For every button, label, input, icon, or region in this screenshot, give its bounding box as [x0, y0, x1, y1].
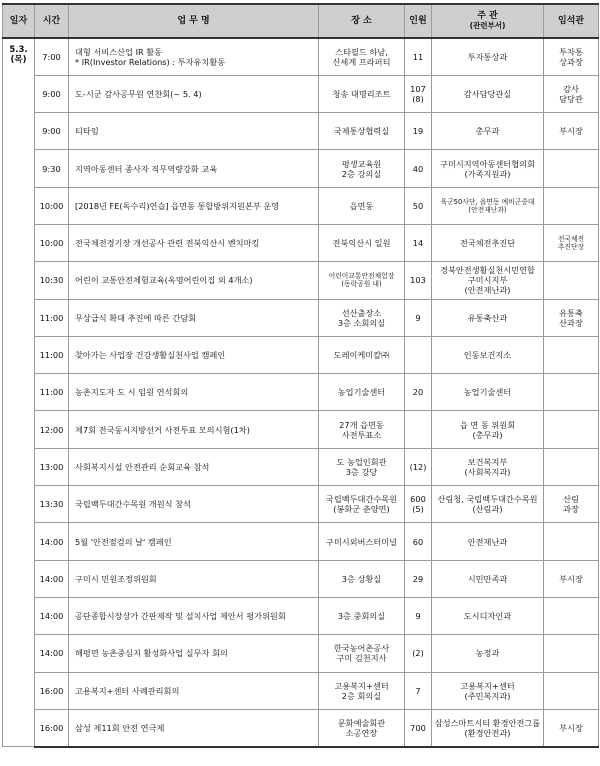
- place-cell-line: 전북익산시 일원: [332, 238, 391, 249]
- people-cell: [405, 486, 432, 523]
- schedule-body: [3, 38, 599, 747]
- attendee-cell: [544, 597, 599, 634]
- place-cell-line: 구미 김천지사: [336, 653, 387, 664]
- attendee-cell-line: 상과장: [559, 56, 583, 67]
- task-cell-line: 농촌지도자 도 시 임원 연석회의: [75, 387, 189, 398]
- place-cell-line: 도레이케미칼㈜: [333, 350, 390, 361]
- task-cell: [69, 635, 319, 672]
- task-cell-line: 전국체전경기장 개선공사 관련 전북익산시 벤치마킹: [75, 238, 260, 249]
- task-cell: [69, 448, 319, 485]
- place-cell-line: 도 농업인회관: [336, 456, 387, 467]
- host-cell-line: 감사담당관실: [463, 88, 512, 99]
- host-cell: [432, 635, 544, 672]
- place-cell-line: 한국농어촌공사: [333, 643, 390, 654]
- attendee-cell-line: 과장: [563, 504, 579, 515]
- place-cell-line: 읍면동: [349, 200, 374, 211]
- task-cell: [69, 224, 319, 261]
- task-cell-line: 제7회 전국동시지방선거 사전투표 모의시험(1차): [75, 424, 250, 435]
- attendee-cell: [544, 262, 599, 299]
- place-cell-line: 27개 읍면동: [339, 419, 384, 430]
- attendee-cell: [544, 672, 599, 709]
- host-cell: [432, 336, 544, 373]
- people-cell: [405, 224, 432, 261]
- host-cell-line: 고용복지+센터: [460, 680, 515, 691]
- table-row: [3, 709, 599, 746]
- header-task: 업 무 명: [69, 4, 319, 38]
- task-cell: [69, 486, 319, 523]
- people-cell: [405, 448, 432, 485]
- people-cell: [405, 150, 432, 187]
- time-cell: 10:00: [35, 187, 69, 224]
- people-cell-line: 103: [410, 275, 426, 286]
- table-row: [3, 523, 599, 560]
- people-cell: [405, 336, 432, 373]
- host-cell-line: (산림과): [472, 504, 503, 515]
- host-cell-line: 삼성스마트시티 환경안전그룹: [434, 717, 541, 728]
- task-cell: [69, 560, 319, 597]
- people-cell: [405, 523, 432, 560]
- place-cell-line: 3층 상황실: [341, 573, 382, 584]
- header-attendee: 임석관: [544, 4, 599, 38]
- host-cell-line: 읍 면 동 위원회: [459, 419, 516, 430]
- place-cell: [319, 411, 405, 448]
- task-cell: [69, 374, 319, 411]
- table-row: [3, 299, 599, 336]
- host-cell-line: 시민만족과: [467, 573, 508, 584]
- host-cell-line: 농업기술센터: [463, 387, 512, 398]
- host-cell-line: 유통축산과: [467, 312, 508, 323]
- host-cell-line: (안전재난과): [464, 285, 511, 296]
- host-cell: [432, 597, 544, 634]
- task-cell-line: 공단종합시장상가 간판제작 및 설치사업 제안서 평가위원회: [75, 611, 286, 622]
- attendee-cell-line: 산림: [563, 494, 579, 505]
- task-cell-line: 무상급식 확대 추진에 따른 간담회: [75, 312, 197, 323]
- time-cell: 16:00: [35, 672, 69, 709]
- host-cell: [432, 262, 544, 299]
- attendee-cell: [544, 187, 599, 224]
- attendee-cell: [544, 411, 599, 448]
- attendee-cell: [544, 224, 599, 261]
- time-cell: 13:00: [35, 448, 69, 485]
- host-cell-line: 구미시지부: [467, 275, 508, 286]
- task-cell-line: 고용복지+센터 사례관리회의: [75, 685, 180, 696]
- host-cell-line: 인동보건지소: [463, 350, 512, 361]
- task-cell: [69, 150, 319, 187]
- attendee-cell-line: 추진단장: [557, 243, 585, 252]
- host-cell-line: 총무과: [475, 126, 500, 137]
- time-cell: 9:00: [35, 75, 69, 112]
- table-row: [3, 38, 599, 75]
- task-cell: [69, 75, 319, 112]
- people-cell-line: 19: [412, 126, 424, 137]
- table-row: [3, 224, 599, 261]
- place-cell-line: 구미시외버스터미널: [325, 536, 398, 547]
- attendee-cell: [544, 709, 599, 746]
- host-cell-line: 농정과: [475, 648, 500, 659]
- place-cell-line: 어린이교통안전체험장: [328, 272, 395, 281]
- time-cell: 12:00: [35, 411, 69, 448]
- place-cell-line: 고용복지+센터: [334, 680, 389, 691]
- task-cell: [69, 187, 319, 224]
- host-cell: [432, 486, 544, 523]
- task-cell-line: 삼성 제11회 안전 연극제: [75, 722, 165, 733]
- place-cell: [319, 75, 405, 112]
- table-row: [3, 560, 599, 597]
- people-cell: [405, 38, 432, 75]
- task-cell-line: 5월 '안전점검의 날' 캠페인: [75, 536, 172, 547]
- host-cell-line: (사회복지과): [464, 466, 511, 477]
- people-cell-line: 9: [415, 312, 421, 323]
- attendee-cell: [544, 75, 599, 112]
- people-cell-line: 14: [412, 238, 424, 249]
- host-cell-line: (총무과): [472, 429, 503, 440]
- host-cell: [432, 75, 544, 112]
- people-cell: [405, 672, 432, 709]
- host-cell-line: 경북안전생활실천시민연합: [440, 265, 535, 276]
- time-cell: 11:00: [35, 336, 69, 373]
- time-cell: 16:00: [35, 709, 69, 746]
- table-header-row: [3, 4, 599, 38]
- host-cell-line: (주민복지과): [464, 690, 511, 701]
- place-cell: [319, 150, 405, 187]
- task-cell-line: 도-시군 감사공무원 연찬회(~ 5. 4): [75, 88, 202, 99]
- task-cell-line: 대형 서비스산업 IR 활동: [75, 46, 163, 57]
- host-cell-line: 도시디자인과: [463, 611, 512, 622]
- place-cell: [319, 336, 405, 373]
- time-cell: 9:30: [35, 150, 69, 187]
- task-cell: [69, 113, 319, 150]
- task-cell-line: 지역아동센터 종사자 직무역량강화 교육: [75, 163, 218, 174]
- people-cell-line: (2): [412, 648, 424, 659]
- host-cell-line: 안전재난과: [467, 536, 508, 547]
- people-cell-line: 700: [410, 722, 426, 733]
- place-cell-line: 문화예술회관: [337, 717, 386, 728]
- task-cell: [69, 299, 319, 336]
- people-cell-line: 600: [410, 494, 426, 505]
- people-cell: [405, 635, 432, 672]
- time-cell: 14:00: [35, 560, 69, 597]
- host-cell-line: (안전재난과): [468, 205, 507, 214]
- host-cell: [432, 523, 544, 560]
- people-cell: [405, 262, 432, 299]
- place-cell-line: 선산출장소: [341, 307, 382, 318]
- date-cell: [3, 38, 35, 747]
- time-cell: 14:00: [35, 597, 69, 634]
- date-line: (목): [10, 55, 27, 65]
- table-row: [3, 672, 599, 709]
- schedule-table: [2, 3, 599, 748]
- people-cell: [405, 709, 432, 746]
- task-cell: [69, 597, 319, 634]
- place-cell-line: 신세계 프라퍼티: [332, 56, 391, 67]
- table-row: [3, 448, 599, 485]
- people-cell-line: 50: [412, 200, 424, 211]
- time-cell: 10:00: [35, 224, 69, 261]
- attendee-cell: [544, 523, 599, 560]
- place-cell-line: 2층 회의실: [341, 690, 382, 701]
- attendee-cell-line: 부시장: [559, 573, 583, 584]
- task-cell-line: 티타임: [75, 126, 99, 137]
- people-cell: [405, 411, 432, 448]
- task-cell-line: 어린이 교통안전체험교육(옥명어린이집 외 4개소): [75, 275, 253, 286]
- host-cell-line: 전국체전추진단: [459, 238, 516, 249]
- place-cell-line: 사전투표소: [341, 429, 382, 440]
- time-cell: 14:00: [35, 635, 69, 672]
- attendee-cell-line: 산과장: [559, 317, 583, 328]
- people-cell-line: 11: [412, 51, 424, 62]
- people-cell-line: 9: [415, 611, 421, 622]
- place-cell-line: 국립백두대간수목원: [325, 494, 398, 505]
- table-row: [3, 374, 599, 411]
- task-cell: [69, 336, 319, 373]
- people-cell-line: 107: [410, 83, 426, 94]
- header-people: 인원: [405, 4, 432, 38]
- host-cell: [432, 38, 544, 75]
- people-cell: [405, 560, 432, 597]
- table-row: [3, 486, 599, 523]
- task-cell-line: [2018년 FE(독수리)연습] 읍면동 통합방위지원본부 운영: [75, 200, 280, 211]
- place-cell-line: 농업기술센터: [337, 387, 386, 398]
- host-cell-line: 육군50사단, 읍면동 예비군중대: [440, 197, 535, 206]
- attendee-cell-line: 부시장: [559, 722, 583, 733]
- place-cell-line: 3층 강당: [345, 466, 378, 477]
- host-cell: [432, 672, 544, 709]
- task-cell: [69, 411, 319, 448]
- table-row: [3, 336, 599, 373]
- task-cell: [69, 709, 319, 746]
- task-cell: [69, 672, 319, 709]
- attendee-cell: [544, 113, 599, 150]
- place-cell-line: (동락공원 내): [341, 280, 382, 289]
- people-cell-line: (5): [412, 504, 424, 515]
- place-cell-line: 3층 소회의실: [337, 317, 386, 328]
- host-cell: [432, 374, 544, 411]
- task-cell-line: 찾아가는 사업장 건강생활실천사업 캠페인: [75, 350, 226, 361]
- place-cell: [319, 597, 405, 634]
- people-cell-line: 29: [412, 573, 424, 584]
- place-cell-line: 청송 대명리조트: [332, 88, 391, 99]
- people-cell: [405, 75, 432, 112]
- table-row: [3, 113, 599, 150]
- host-cell-line: 투자통상과: [467, 51, 508, 62]
- table-row: [3, 187, 599, 224]
- header-host-label: 주 관: [477, 11, 498, 21]
- place-cell-line: 3층 중회의실: [337, 611, 386, 622]
- header-host: [432, 4, 544, 38]
- host-cell: [432, 411, 544, 448]
- header-host-sub: (관련부서): [469, 21, 506, 30]
- attendee-cell: [544, 374, 599, 411]
- people-cell-line: (8): [412, 93, 424, 104]
- place-cell: [319, 523, 405, 560]
- people-cell: [405, 113, 432, 150]
- people-cell: [405, 299, 432, 336]
- attendee-cell-line: 감사: [563, 83, 579, 94]
- task-cell: [69, 523, 319, 560]
- place-cell: [319, 560, 405, 597]
- place-cell-line: 평생교육원: [341, 158, 382, 169]
- table-row: [3, 75, 599, 112]
- place-cell: [319, 299, 405, 336]
- place-cell-line: (봉화군 춘양면): [333, 504, 390, 515]
- host-cell: [432, 299, 544, 336]
- time-cell: 10:30: [35, 262, 69, 299]
- people-cell-line: 40: [412, 163, 424, 174]
- time-cell: 11:00: [35, 374, 69, 411]
- place-cell: [319, 672, 405, 709]
- host-cell-line: (환경안전과): [464, 727, 511, 738]
- place-cell: [319, 224, 405, 261]
- attendee-cell: [544, 150, 599, 187]
- attendee-cell: [544, 38, 599, 75]
- place-cell-line: 국제통상협력실: [333, 126, 390, 137]
- task-cell: [69, 262, 319, 299]
- people-cell: [405, 187, 432, 224]
- attendee-cell-line: 전국체전: [557, 235, 585, 244]
- place-cell: [319, 374, 405, 411]
- people-cell-line: 60: [412, 536, 424, 547]
- place-cell: [319, 187, 405, 224]
- task-cell: [69, 38, 319, 75]
- table-row: [3, 597, 599, 634]
- table-row: [3, 150, 599, 187]
- attendee-cell-line: 담당관: [559, 93, 583, 104]
- host-cell: [432, 709, 544, 746]
- place-cell: [319, 448, 405, 485]
- schedule-document: [2, 3, 598, 748]
- host-cell-line: 보건복지부: [467, 456, 508, 467]
- header-date: 일자: [3, 4, 35, 38]
- place-cell-line: 2층 강의실: [341, 168, 382, 179]
- table-row: [3, 262, 599, 299]
- host-cell-line: (가족지원과): [464, 168, 511, 179]
- host-cell-line: 산림청, 국립백두대간수목원: [437, 494, 538, 505]
- table-row: [3, 411, 599, 448]
- header-time: 시간: [35, 4, 69, 38]
- host-cell: [432, 150, 544, 187]
- place-cell: [319, 635, 405, 672]
- people-cell: [405, 597, 432, 634]
- people-cell: [405, 374, 432, 411]
- time-cell: 7:00: [35, 38, 69, 75]
- people-cell-line: 7: [415, 685, 421, 696]
- task-cell-line: 구미시 민원조정위원회: [75, 573, 157, 584]
- place-cell: [319, 709, 405, 746]
- attendee-cell: [544, 560, 599, 597]
- time-cell: 11:00: [35, 299, 69, 336]
- people-cell-line: (12): [409, 461, 427, 472]
- host-cell: [432, 448, 544, 485]
- attendee-cell: [544, 635, 599, 672]
- place-cell-line: 소공연장: [345, 727, 378, 738]
- host-cell: [432, 187, 544, 224]
- people-cell-line: 20: [412, 387, 424, 398]
- attendee-cell-line: 투자통: [559, 46, 583, 57]
- place-cell: [319, 486, 405, 523]
- header-place: 장 소: [319, 4, 405, 38]
- date-line: 5.3.: [9, 45, 28, 55]
- task-cell-line: * IR(Investor Relations) : 투자유치활동: [75, 56, 226, 67]
- place-cell: [319, 38, 405, 75]
- attendee-cell-line: 유통축: [559, 307, 583, 318]
- attendee-cell: [544, 486, 599, 523]
- place-cell-line: 스타필드 하남,: [335, 46, 388, 57]
- host-cell: [432, 113, 544, 150]
- attendee-cell: [544, 336, 599, 373]
- table-row: [3, 635, 599, 672]
- attendee-cell: [544, 448, 599, 485]
- host-cell-line: 구미시지역아동센터협의회: [440, 158, 535, 169]
- task-cell-line: 해평면 농촌중심지 활성화사업 실무자 회의: [75, 648, 228, 659]
- time-cell: 14:00: [35, 523, 69, 560]
- host-cell: [432, 560, 544, 597]
- attendee-cell-line: 부시장: [559, 126, 583, 137]
- place-cell: [319, 262, 405, 299]
- task-cell-line: 국립백두대간수목원 개원식 참석: [75, 499, 191, 510]
- time-cell: 13:30: [35, 486, 69, 523]
- time-cell: 9:00: [35, 113, 69, 150]
- attendee-cell: [544, 299, 599, 336]
- host-cell: [432, 224, 544, 261]
- task-cell-line: 사회복지시설 안전관리 순회교육 참석: [75, 461, 210, 472]
- place-cell: [319, 113, 405, 150]
